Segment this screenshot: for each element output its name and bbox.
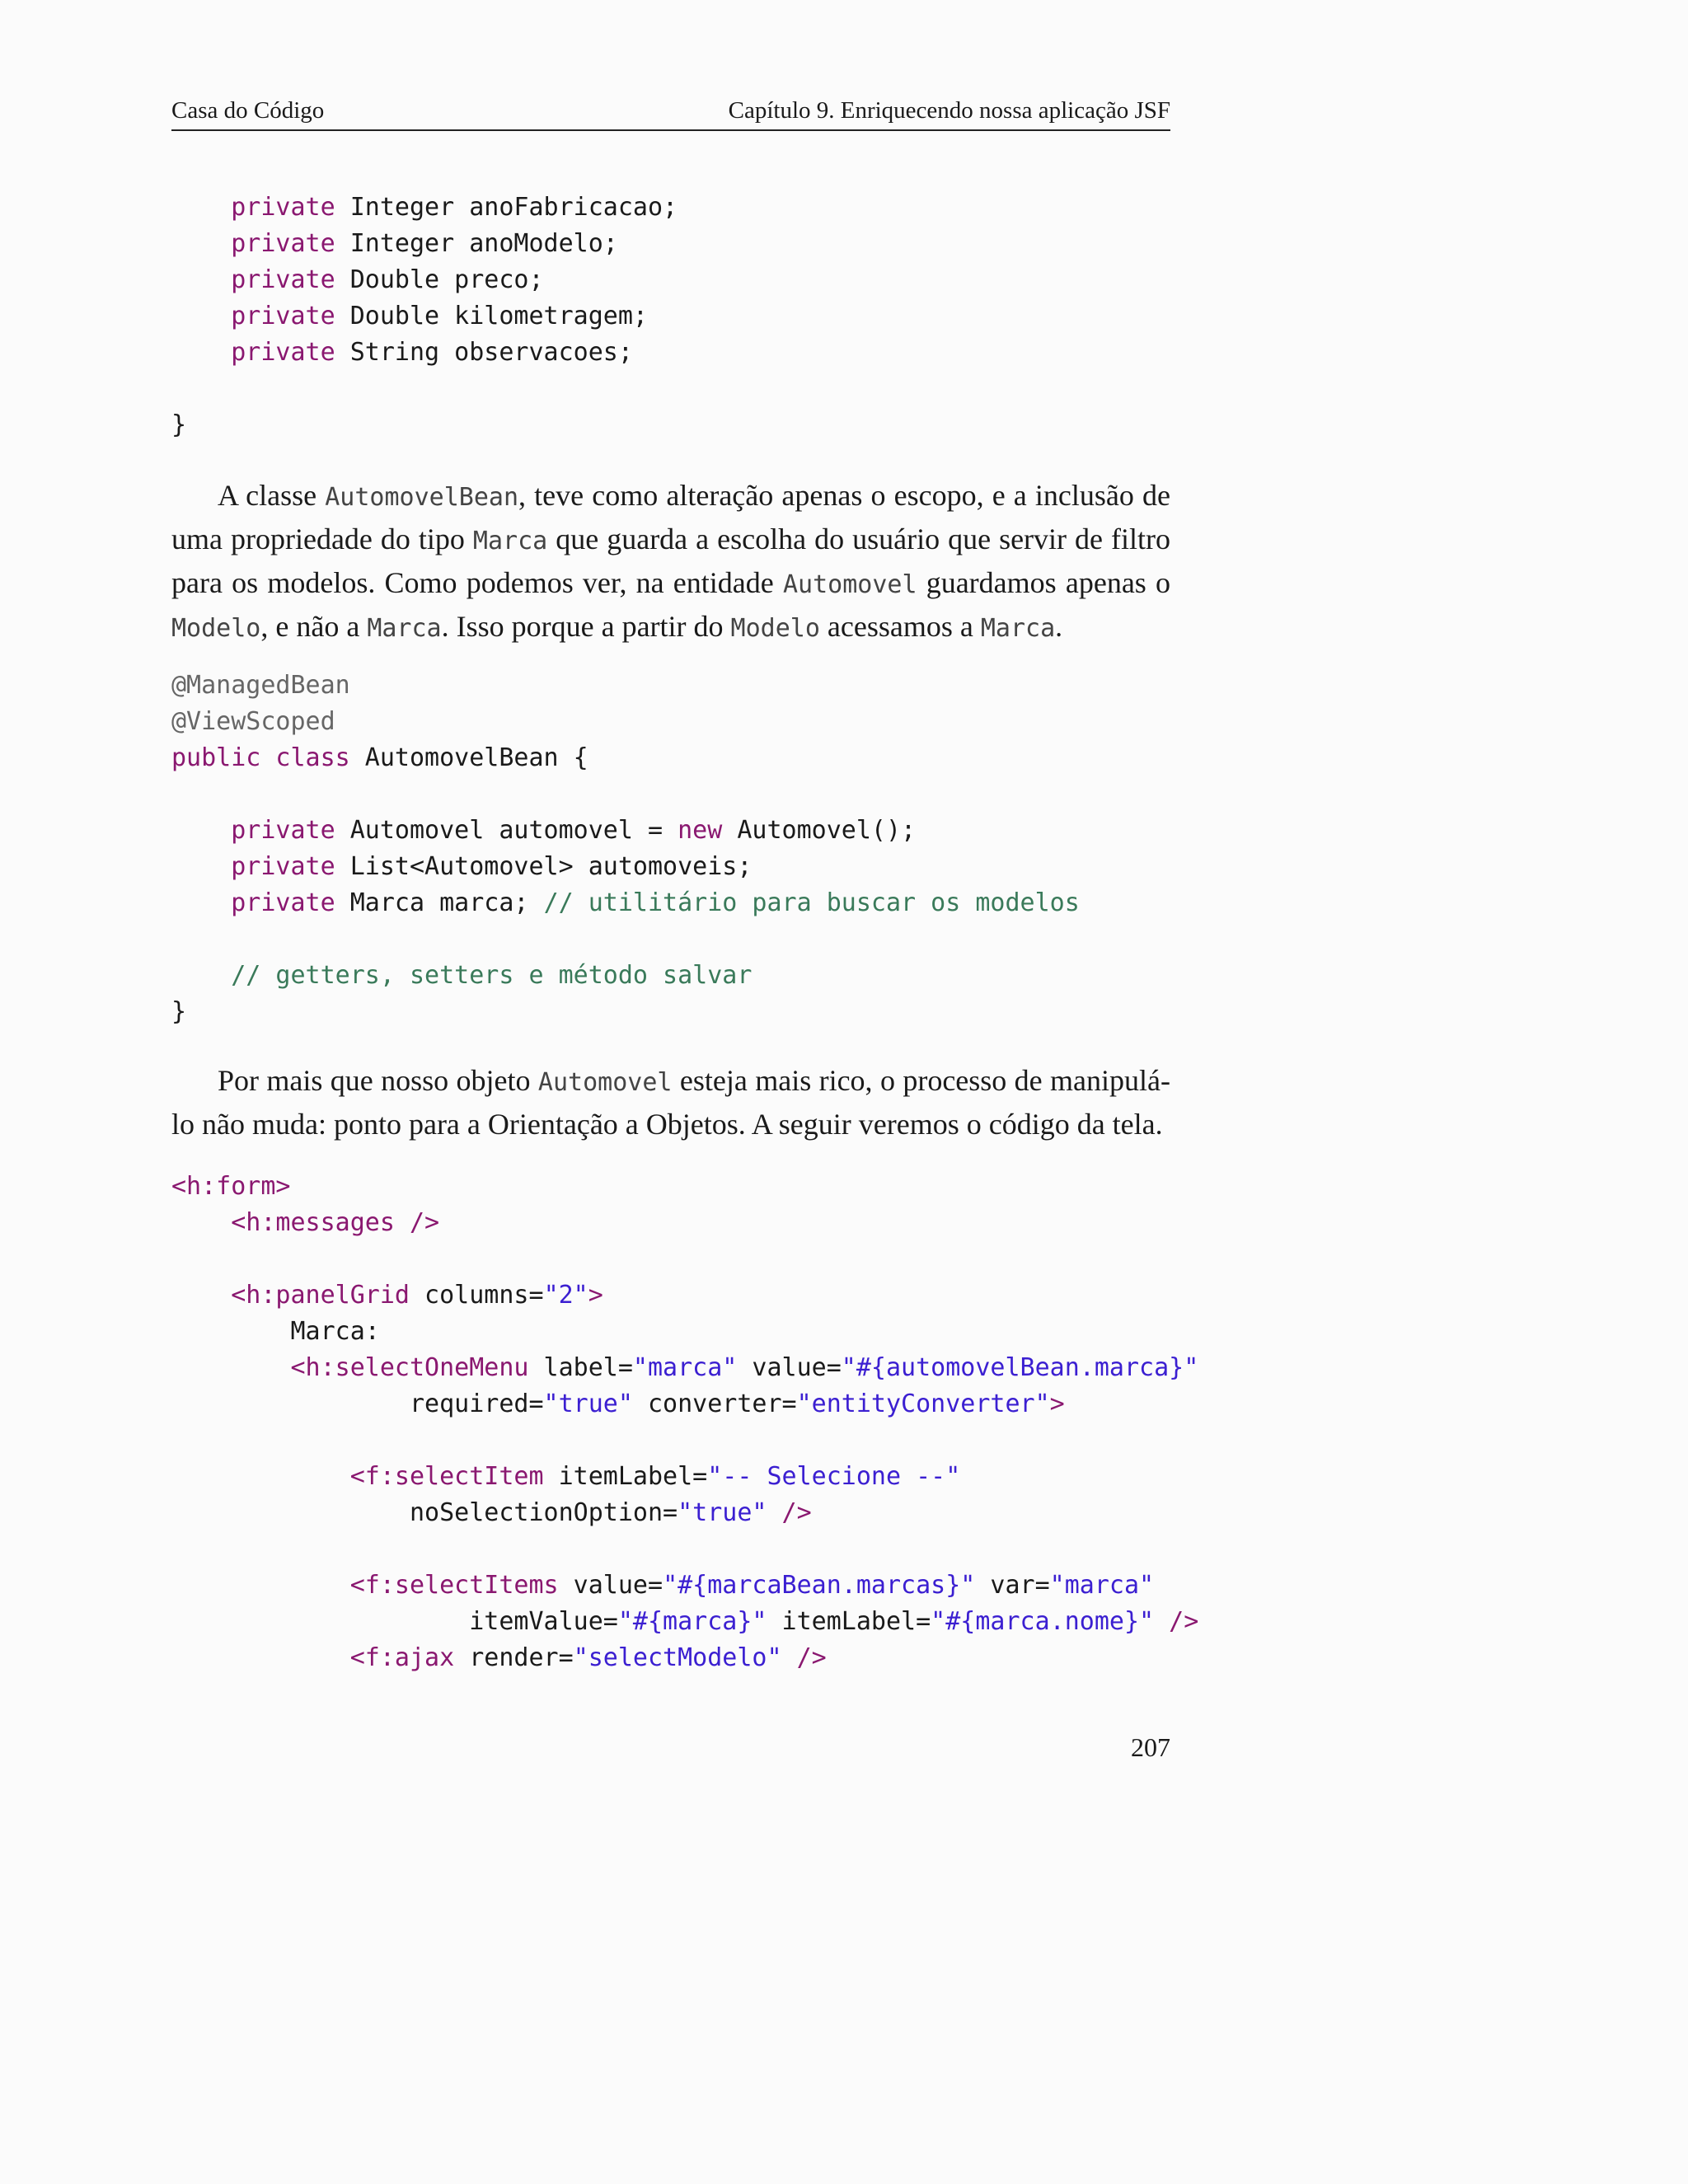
code-line: <f:selectItems value="#{marcaBean.marcas}" var="marca" [349, 1571, 1155, 1600]
code-line: itemValue="#{marca}" itemLabel="#{marca.nome}" /> [469, 1607, 1199, 1636]
code-line: public class AutomovelBean { [171, 743, 588, 772]
code-comment: // getters, setters e método salvar [231, 961, 753, 990]
annotation: @ManagedBean [171, 671, 350, 700]
page-number: 207 [1131, 1732, 1170, 1762]
header-book-title: Casa do Código [171, 97, 325, 124]
code-block-automovelbean [171, 668, 1185, 1030]
running-header [171, 97, 1170, 131]
code-block-jsf-form [171, 1169, 1199, 1676]
code-line: private Integer anoFabricacao; [231, 193, 678, 222]
code-line: } [171, 410, 187, 439]
code-line: <h:panelGrid columns="2"> [231, 1281, 603, 1310]
annotation: @ViewScoped [171, 707, 335, 736]
code-line: <h:selectOneMenu label="marca" value="#{automovelBean.marca}" [290, 1353, 1199, 1382]
code-line: private Double kilometragem; [231, 302, 648, 330]
code-line: private Integer anoModelo; [231, 229, 618, 258]
code-line: private Automovel automovel = new Automovel(); [231, 816, 917, 845]
code-line: } [171, 997, 187, 1026]
paragraph-automovelbean: A classe AutomovelBean, teve como alteração apenas o escopo, e a inclusão de uma propriedade do tipo Marca que guarda a escolha do usuário que servir de filtro para os modelos. Como podemos ver, na entidade Automovel guardamos apenas o Modelo, e não a Marca. Isso porque a partir do Modelo acessamos a Marca. [171, 479, 1171, 643]
code-line: Marca: [290, 1317, 380, 1346]
paragraph-automovel-object: Por mais que nosso objeto Automovel esteja mais rico, o processo de manipulá-lo não muda: ponto para a Orientação a Objetos. A seguir veremos o código da tela. [171, 1064, 1170, 1141]
code-line: private Double preco; [231, 265, 544, 294]
header-chapter-title: Capítulo 9. Enriquecendo nossa aplicação JSF [728, 97, 1170, 124]
code-line: <f:selectItem itemLabel="-- Selecione --" [349, 1462, 961, 1491]
code-line: required="true" converter="entityConverter"> [409, 1390, 1065, 1418]
code-line: <h:messages /> [231, 1208, 440, 1237]
code-line: <f:ajax render="selectModelo" /> [349, 1643, 827, 1672]
code-line [171, 961, 752, 990]
code-comment: // utilitário para buscar os modelos [543, 888, 1080, 917]
code-line: private List<Automovel> automoveis; [231, 852, 753, 881]
code-line: private String observacoes; [231, 338, 633, 367]
code-line: <h:form> [171, 1172, 291, 1201]
code-line: noSelectionOption="true" /> [409, 1498, 812, 1527]
code-block-fields [171, 190, 1185, 443]
code-line: private Marca marca; // utilitário para buscar os modelos [231, 888, 1080, 917]
